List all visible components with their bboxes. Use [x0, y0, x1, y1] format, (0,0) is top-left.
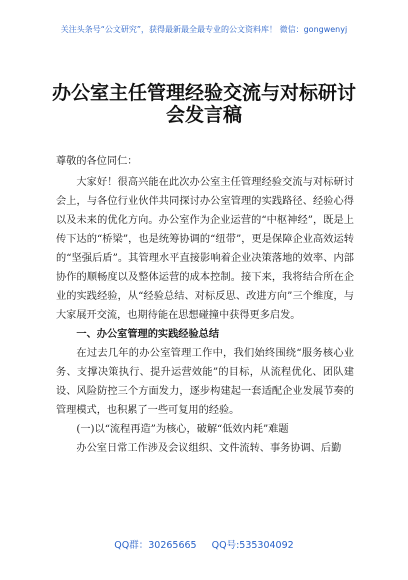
subsection-paragraph: 办公室日常工作涉及会议组织、文件流转、事务协调、后勤: [76, 443, 342, 454]
title-line-2: 会发言稿: [165, 104, 242, 126]
subsection-heading: (一)以“流程再造”为核心，破解“低效内耗”难题: [76, 424, 289, 435]
intro-paragraph: 大家好！很高兴能在此次办公室主任管理经验交流与对标研讨会上，与各位行业伙伴共同探讨办公室管理的实践路径、经验心得以及未来的优化方向。办公室作为企业运营的“中枢神经”，既是上传下达的“桥梁”，也是统筹协调的“纽带”，更是保障企业高效运转的“坚强后盾”。其管理水平直接影响着企业决策落地的效率、内部协作的顺畅度以及整体运营的成本控制。接下来，我将结合所在企业的实践经验，从“经验总结、对标反思、改进方向”三个维度，与大家展开交流，也期待能在思想碰撞中获得更多启发。: [56, 177, 354, 321]
document-body: [56, 152, 354, 458]
header-note: 关注头条号“公文研究”，获得最新最全最专业的公文资料库！ 微信：gongwenyj: [60, 25, 348, 34]
salutation: 尊敬的各位同仁：: [56, 156, 138, 167]
footer-qq-group: QQ群：30265665: [114, 540, 197, 551]
section-paragraph: 在过去几年的办公室管理工作中，我们始终围绕“服务核心业务、支撑决策执行、提升运营效能”的目标，从流程优化、团队建设、风险防控三个方面发力，逐步构建起一套适配企业发展节奏的管理模式，也积累了一些可复用的经验。: [56, 348, 354, 416]
footer-contact: [0, 537, 408, 551]
document-title: [0, 82, 408, 126]
title-line-1: 办公室主任管理经验交流与对标研讨: [51, 82, 356, 104]
section-heading: 一、办公室管理的实践经验总结: [76, 329, 220, 340]
footer-qq-number: QQ号:535304092: [211, 540, 294, 551]
